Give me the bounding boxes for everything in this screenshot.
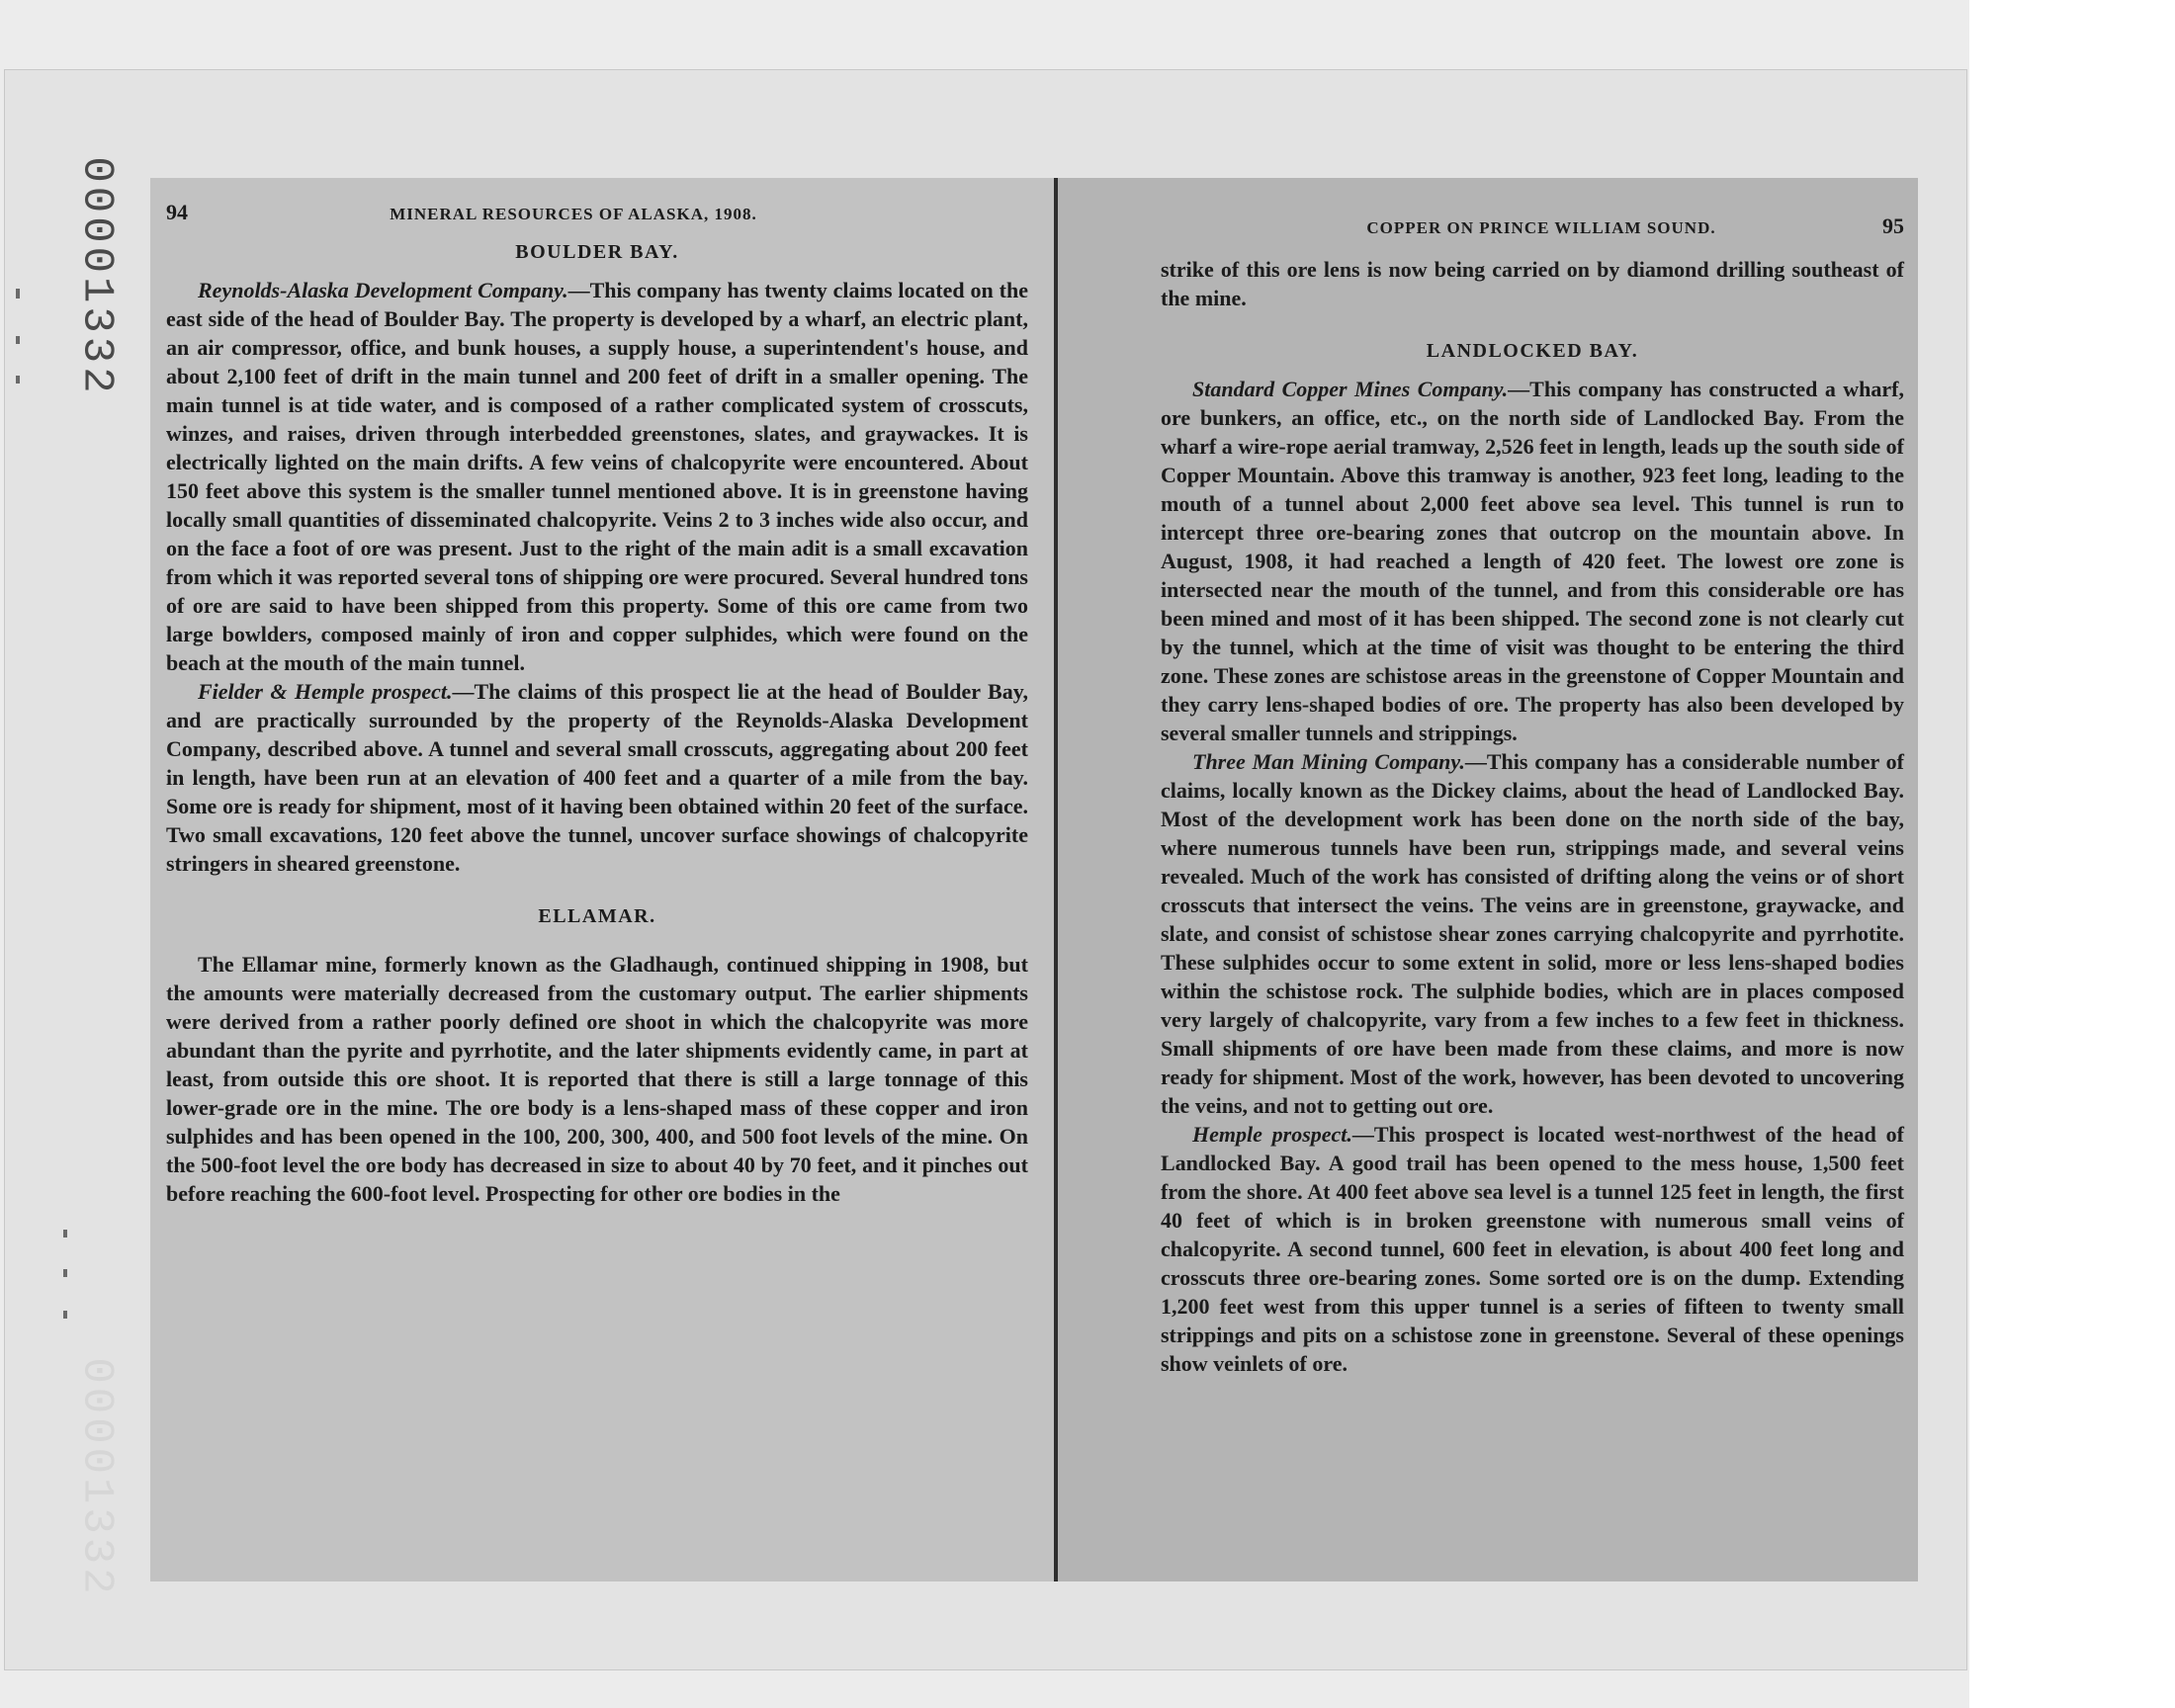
page-number: 95 [1882, 214, 1904, 238]
margin-mark [63, 1269, 67, 1277]
margin-mark [16, 376, 20, 384]
page-number: 94 [166, 200, 188, 224]
paragraph-text: —This company has constructed a wharf, ore bunkers, an office, etc., on the north side of Landlocked Bay. From the wharf a wire-rope aerial tramway, 2,526 feet in length, leads up the south side of Copper Mountain. Above this tramway is another, 923 feet long, leading to the mouth of a tunnel about 2,000 feet above sea level. This tunnel is run to intercept three ore-bearing zones that outcrop on the mountain above. In August, 1908, it had reached a length of 420 feet. The lowest ore zone is intersected near the mouth of the tunnel, and from this considerable ore has been mined and most of it has been shipped. The second zone is not clearly cut by the tunnel, which at the time of visit was thought to be entering the third zone. These zones are schistose areas in the greenstone of Copper Mountain and they carry lens-shaped bodies of ore. The property has also been developed by several smaller tunnels and strippings. [1161, 377, 1904, 745]
section-title: BOULDER BAY. [515, 241, 679, 263]
margin-stamp-text: 00001332 [72, 156, 123, 397]
margin-mark [63, 1311, 67, 1319]
right-page [1058, 178, 1918, 1581]
paragraph-lead: Hemple prospect. [1192, 1122, 1352, 1147]
margin-mark [63, 1230, 67, 1238]
section-title: LANDLOCKED BAY. [1426, 340, 1639, 362]
paragraph [1161, 1120, 1904, 1378]
left-page [150, 178, 1054, 1581]
paragraph-text: —The claims of this prospect lie at the head of Boulder Bay, and are practically surrounded by the property of the Reynolds-Alaska Development Company, described above. A tunnel and several small crosscuts, aggregating about 200 feet in length, have been run at an elevation of 400 feet and a quarter of a mile from the bay. Some ore is ready for shipment, most of it having been obtained within 20 feet of the surface. Two small excavations, 120 feet above the tunnel, uncover surface showings of chalcopyrite stringers in sheared greenstone. [166, 679, 1029, 876]
paragraph-lead: Reynolds-Alaska Development Company. [198, 278, 568, 302]
paragraph-continuation: strike of this ore lens is now being carried on by diamond drilling southeast of the mine. [1161, 257, 1904, 310]
section-title: ELLAMAR. [538, 905, 656, 927]
running-head: MINERAL RESOURCES OF ALASKA, 1908. [390, 205, 757, 223]
left-page-header [166, 200, 1028, 225]
margin-stamp [67, 156, 127, 397]
paragraph-text: —This company has a considerable number of claims, locally known as the Dickey claims, about the head of Landlocked Bay. Most of the development work has been done on the north side of the bay, where numerous tunnels have been run, strippings made, and several veins revealed. Much of the work has consisted of drifting along the veins or of short crosscuts that intersect the veins. The veins are in greenstone, graywacke, and slate, and consist of schistose shear zones carrying chalcopyrite and pyrrhotite. These sulphides occur to some extent in solid, more or less lens-shaped bodies within the schistose rock. The sulphide bodies, which are in places composed very largely of chalcopyrite, vary from a few inches to a few feet in thickness. Small shipments of ore have been made from these claims, and more is now ready for shipment. Most of the work, however, has been devoted to uncovering the veins, and not to getting out ore. [1161, 749, 1905, 1118]
margin-stamp-faded [67, 1357, 127, 1598]
paragraph-text: The Ellamar mine, formerly known as the Gladhaugh, continued shipping in 1908, but the amounts were materially decreased from the customary output. The earlier shipments were derived from a rather poorly defined ore shoot in which the chalcopyrite was more abundant than the pyrite and pyrrhotite, and the later shipments evidently came, in part at least, from outside this ore shoot. It is reported that there is still a large tonnage of this lower-grade ore in the mine. The ore body is a lens-shaped mass of these copper and iron sulphides and has been opened in the 100, 200, 300, 400, and 500 foot levels of the mine. On the 500-foot level the ore body has decreased in size to about 40 by 70 feet, and it pinches out before reaching the 600-foot level. Prospecting for other ore bodies in the [166, 952, 1028, 1206]
paragraph [1161, 747, 1904, 1120]
margin-stamp-faded-text: 00001332 [72, 1357, 123, 1598]
running-head: COPPER ON PRINCE WILLIAM SOUND. [1366, 218, 1716, 237]
frame-edge [1969, 0, 2175, 1708]
right-page-header [1161, 214, 1904, 239]
paragraph [166, 950, 1028, 1208]
paragraph [166, 677, 1028, 878]
paragraph-lead: Three Man Mining Company. [1192, 749, 1465, 774]
paragraph-text: —This prospect is located west-northwest of the head of Landlocked Bay. A good trail has been opened to the mess house, 1,500 feet from the shore. At 400 feet above sea level is a tunnel 125 feet in length, the first 40 feet of which is in broken greenstone with numerous small veins of chalcopyrite. A second tunnel, 600 feet in elevation, is about 400 feet long and crosscuts three ore-bearing zones. Some sorted ore is on the dump. Extending 1,200 feet west from this upper tunnel is a series of fifteen to twenty small strippings and pits on a schistose zone in greenstone. Several of these openings show veinlets of ore. [1161, 1122, 1904, 1376]
paragraph-lead: Standard Copper Mines Company. [1192, 377, 1509, 401]
paragraph [1161, 375, 1904, 747]
paragraph-text: —This company has twenty claims located on the east side of the head of Boulder Bay. The property is developed by a wharf, an electric plant, an air compressor, office, and bunk houses, a supply house, a superintendent's house, and about 2,100 feet of drift in the main tunnel and 200 feet of drift in a smaller opening. The main tunnel is at tide water, and is composed of a rather complicated system of crosscuts, winzes, and raises, driven through interbedded greenstones, slates, and graywackes. It is electrically lighted on the main drifts. A few veins of chalcopyrite were encountered. About 150 feet above this system is the smaller tunnel mentioned above. It is in greenstone having locally small quantities of disseminated chalcopyrite. Veins 2 to 3 inches wide also occur, and on the face a foot of ore was present. Just to the right of the main adit is a small excavation from which it was reported several tons of shipping ore were procured. Several hundred tons of ore are said to have been shipped from this property. Some of this ore came from two large bowlders, composed mainly of iron and copper sulphides, which were found on the beach at the mouth of the main tunnel. [166, 278, 1028, 675]
margin-mark [16, 289, 20, 299]
paragraph [166, 276, 1028, 677]
paragraph-lead: Fielder & Hemple prospect. [198, 679, 453, 704]
margin-mark [16, 336, 20, 344]
